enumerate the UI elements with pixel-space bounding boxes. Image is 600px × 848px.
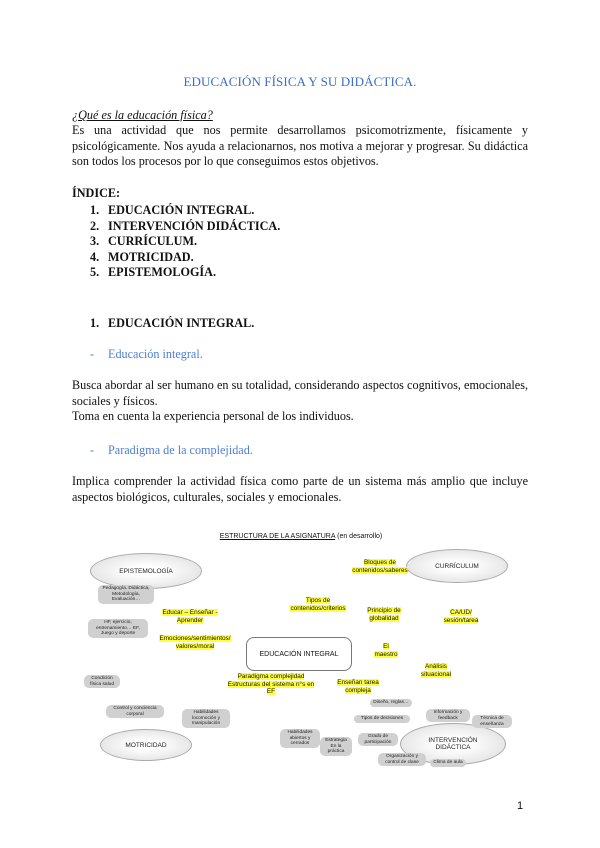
note-educar: Educar – Enseñar - Aprender <box>162 609 218 624</box>
note-analisis: Análisis situacional <box>420 663 452 678</box>
bubble-grado: Grado de participación <box>358 733 398 746</box>
oval-epistemologia: EPISTEMOLOGÍA <box>90 553 202 589</box>
oval-curriculum: CURRÍCULUM <box>406 549 508 583</box>
note-principio: Principio de globalidad <box>367 607 401 622</box>
bubble-hf: HF, ejercicio, entrenamiento… EF, Juego y deporte <box>88 619 148 638</box>
document-title: EDUCACIÓN FÍSICA Y SU DIDÁCTICA. <box>183 74 417 89</box>
bubble-organizacion: Organización y control de clase <box>378 753 426 766</box>
bubble-condicion: Condición física salud <box>84 675 120 688</box>
index-item: 5. EPISTEMOLOGÍA. <box>90 265 217 279</box>
page-number: 1 <box>517 800 524 812</box>
index-item: 1. EDUCACIÓN INTEGRAL. <box>90 203 255 217</box>
note-paradigma: Paradigma complejidad Estructuras del sistema n°s en EF <box>227 673 315 695</box>
bubble-clima: Clima de aula <box>430 759 466 767</box>
index-heading: ÍNDICE: <box>72 186 121 200</box>
section-paragraph: Implica comprender la actividad física como parte de un sistema más amplio que incluye aspectos biológicos, culturales, sociales y emocionales. <box>72 474 528 504</box>
subsection-heading: - Educación integral. <box>90 347 203 361</box>
bubble-habilidades: Habilidades locomoción y manipulación <box>182 709 230 728</box>
bubble-control: Control y conciencia corporal <box>106 705 164 718</box>
intro-paragraph: Es una actividad que nos permite desarrollamos psicomotrizmente, físicamente y psicológicamente. Nos ayuda a relacionarnos, nos motiva a mejorar y progresar. Su didáctica son todos los procesos por lo que conseguimos estos objetivos. <box>72 123 528 168</box>
subsection-heading: - Paradigma de la complejidad. <box>90 443 253 457</box>
bubble-pedagogia: Pedagogía, Didáctica, Metodología, Evaluación… <box>98 585 154 604</box>
oval-intervencion: INTERVENCIÓN DIDÁCTICA <box>400 723 506 765</box>
section-paragraph: Busca abordar al ser humano en su totalidad, considerando aspectos cognitivos, emocionales, sociales y físicos. Toma en cuenta la experiencia personal de los individuos. <box>72 378 528 423</box>
index-item: 3. CURRÍCULUM. <box>90 234 198 248</box>
note-maestro: El maestro <box>374 643 398 658</box>
note-tipos: Tipos de contenidos/criterios <box>290 597 346 612</box>
index-list <box>90 203 280 281</box>
bubble-informacion: Información y feedback <box>426 709 470 722</box>
bubble-diseno: Diseño, reglas… <box>370 699 412 707</box>
structure-diagram <box>78 527 524 777</box>
bubble-hab-abiertos: Habilidades abiertos y cerrados <box>280 729 320 748</box>
note-emociones: Emociones/sentimientos/ valores/moral <box>159 635 231 650</box>
bubble-estrategia: Estrategia En la práctica <box>320 737 352 756</box>
note-ensenar: Enseñan tarea compleja <box>337 679 379 694</box>
center-box: EDUCACIÓN INTEGRAL <box>246 637 352 671</box>
index-item: 2. INTERVENCIÓN DIDÁCTICA. <box>90 218 281 233</box>
bubble-tecnicas: Técnica de enseñanza <box>472 715 512 728</box>
oval-motricidad: MOTRICIDAD <box>100 729 192 761</box>
bubble-tipos-decisiones: Tipos de decisiones <box>354 715 410 723</box>
note-bloques: Bloques de contenidos/saberes <box>352 559 408 574</box>
question-heading: ¿Qué es la educación física? <box>72 108 213 122</box>
note-ca-ud: CA/UD/ sesión/tarea <box>443 609 479 624</box>
diagram-title: ESTRUCTURA DE LA ASIGNATURA (en desarrollo) <box>219 533 383 540</box>
index-item: 4. MOTRICIDAD. <box>90 249 194 264</box>
section-heading: 1. EDUCACIÓN INTEGRAL. <box>90 316 255 330</box>
